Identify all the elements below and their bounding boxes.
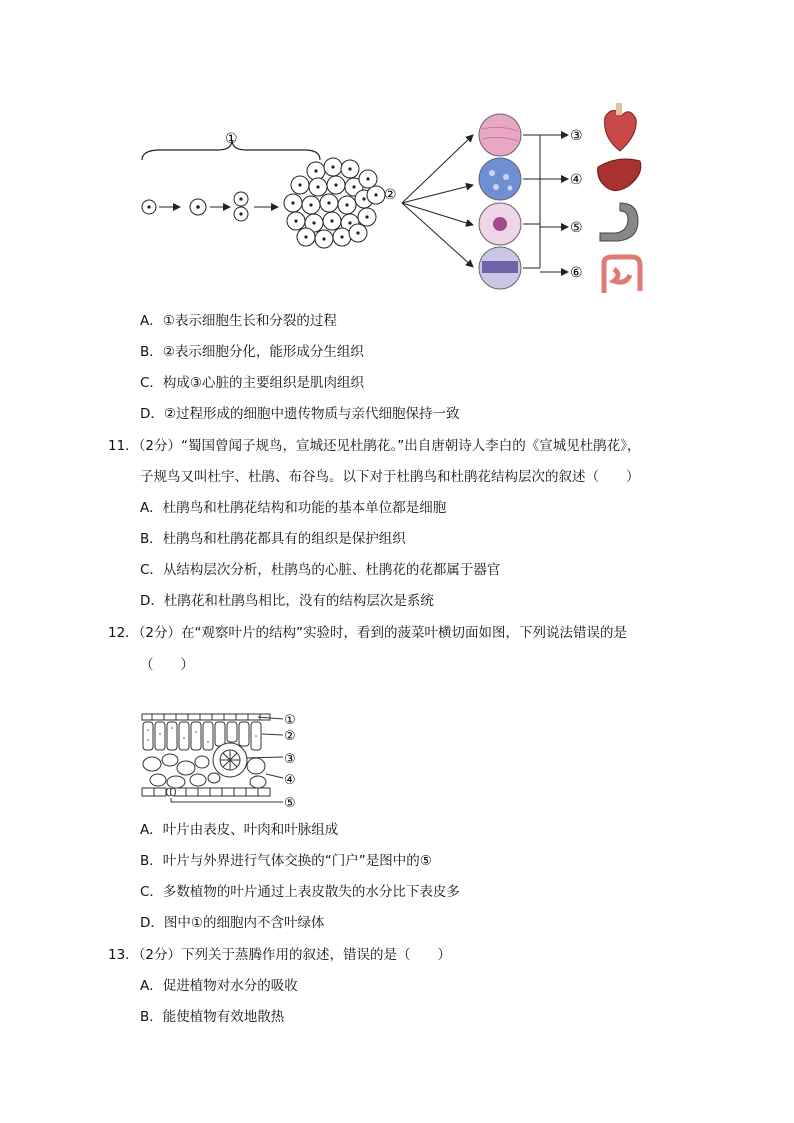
q12-option-b: B．叶片与外界进行气体交换的“门户”是图中的⑤ — [140, 853, 432, 869]
organ-label-4: ④ — [570, 172, 583, 188]
brace-label: ① — [225, 131, 238, 147]
q12-option-c: C．多数植物的叶片通过上表皮散失的水分比下表皮多 — [140, 884, 460, 900]
liver-icon — [598, 159, 641, 191]
q13-stem: 13．（2分）下列关于蒸腾作用的叙述，错误的是（ ） — [108, 947, 452, 963]
q12-stem-line1: 12．（2分）在“观察叶片的结构”实验时，看到的菠菜叶横切面如图，下列说法错误的是 — [108, 625, 628, 641]
stomach-icon — [600, 203, 638, 241]
leaf-label-4: ④ — [284, 773, 296, 788]
organ-label-3: ③ — [570, 128, 583, 144]
leaf-label-5: ⑤ — [284, 796, 296, 808]
organ-label-5: ⑤ — [570, 220, 583, 236]
q12-stem-line2: （ ） — [140, 657, 194, 673]
differentiation-label: ② — [384, 187, 397, 203]
q10-option-c: C．构成③心脏的主要组织是肌肉组织 — [140, 375, 365, 391]
organ-label-6: ⑥ — [570, 265, 583, 281]
q11-option-c: C．从结构层次分析，杜鹃鸟的心脏、杜鹃花的花都属于器官 — [140, 562, 501, 578]
leaf-cross-section-figure — [138, 708, 308, 808]
leaf-label-3: ③ — [284, 752, 296, 767]
q12-option-a: A．叶片由表皮、叶肉和叶脉组成 — [140, 822, 339, 838]
q11-stem-line2: 子规鸟又叫杜宇、杜鹃、布谷鸟。以下对于杜鹃鸟和杜鹃花结构层次的叙述（ ） — [140, 469, 640, 485]
q10-option-a: A．①表示细胞生长和分裂的过程 — [140, 313, 337, 329]
q12-option-d: D．图中①的细胞内不含叶绿体 — [140, 915, 325, 931]
q11-option-b: B．杜鹃鸟和杜鹃花都具有的组织是保护组织 — [140, 531, 406, 547]
intestine-icon — [604, 257, 640, 293]
q11-option-d: D．杜鹃花和杜鹃鸟相比，没有的结构层次是系统 — [140, 593, 434, 609]
q11-option-a: A．杜鹃鸟和杜鹃花结构和功能的基本单位都是细胞 — [140, 500, 447, 516]
heart-icon — [605, 103, 637, 151]
stoma — [167, 788, 176, 796]
connective-tissue — [479, 158, 521, 200]
leaf-label-1: ① — [284, 713, 296, 728]
cell-mass — [284, 158, 385, 248]
q10-option-b: B．②表示细胞分化，能形成分生组织 — [140, 344, 364, 360]
q13-option-b: B．能使植物有效地散热 — [140, 1009, 285, 1025]
muscle-tissue — [479, 114, 521, 156]
leaf-label-2: ② — [284, 729, 296, 744]
cell-differentiation-figure — [130, 95, 650, 305]
q10-option-d: D．②过程形成的细胞中遗传物质与亲代细胞保持一致 — [140, 406, 460, 422]
q11-stem-line1: 11．（2分）“蜀国曾闻子规鸟，宣城还见杜鹃花。”出自唐朝诗人李白的《宣城见杜鹃花》， — [108, 438, 641, 454]
q13-option-a: A．促进植物对水分的吸收 — [140, 978, 298, 994]
